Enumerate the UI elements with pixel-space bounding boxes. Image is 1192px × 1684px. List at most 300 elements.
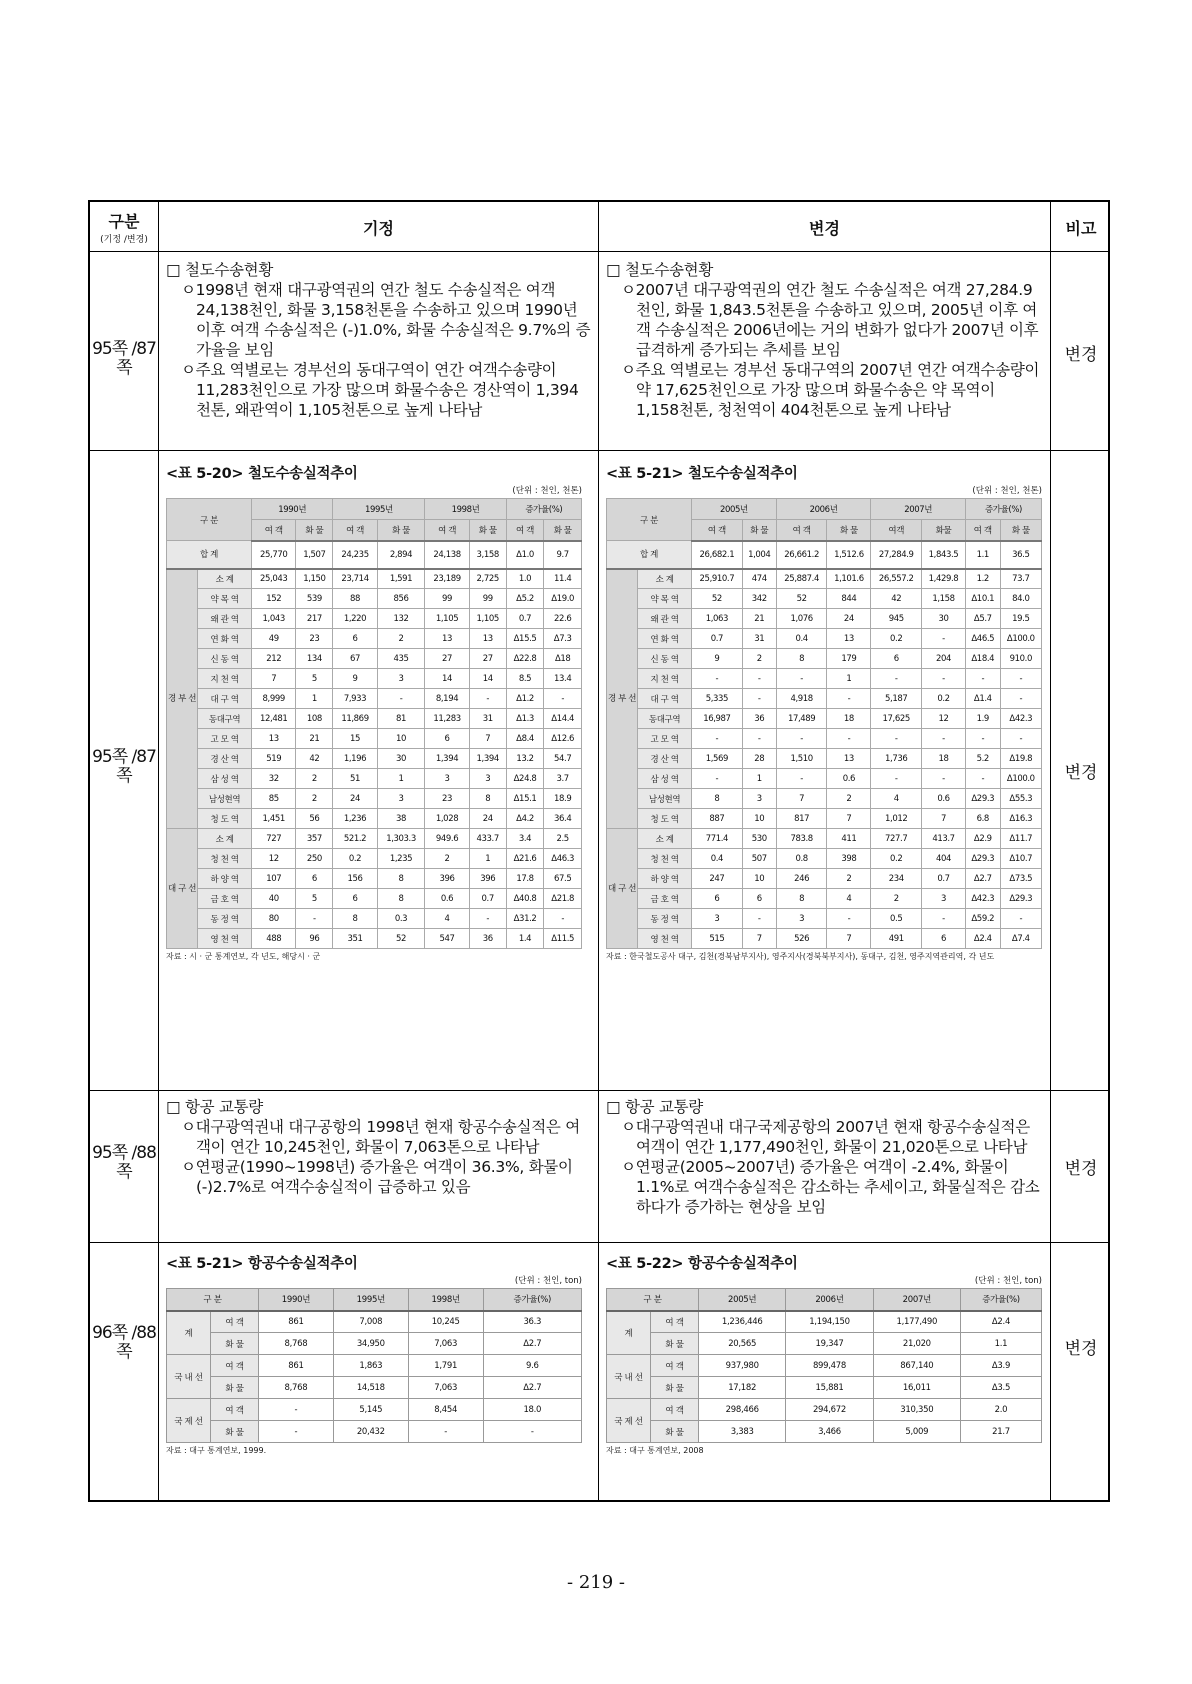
cell-value: 8,194: [425, 689, 469, 709]
cell-value: 0.7: [469, 889, 506, 909]
cell-value: Δ2.7: [965, 869, 1000, 889]
cell-value: -: [408, 1421, 483, 1443]
cell-value: 250: [296, 849, 333, 869]
cell-value: Δ15.5: [506, 629, 544, 649]
cell-value: 899,478: [786, 1355, 873, 1377]
cell-value: 8: [377, 869, 425, 889]
rail-table-before: [166, 464, 582, 962]
cell-value: 1,451: [252, 809, 296, 829]
cell-value: 3.4: [506, 829, 544, 849]
header-cell: 2005년: [699, 1289, 786, 1311]
station-name: 소 계: [198, 829, 252, 849]
rail-table: [606, 498, 1042, 949]
station-name: 동대구역: [198, 709, 252, 729]
station-name: 동 정 역: [638, 909, 692, 929]
cell-value: 2: [871, 889, 922, 909]
cell-value: 36: [469, 929, 506, 949]
cell-value: 21: [296, 729, 333, 749]
cell-value: -: [259, 1421, 334, 1443]
cell-value: 8,454: [408, 1399, 483, 1421]
cell-value: Δ10.7: [1000, 849, 1041, 869]
station-name: 영 천 역: [198, 929, 252, 949]
cell-value: 7: [252, 669, 296, 689]
cell-value: 24: [469, 809, 506, 829]
text-bullet: ㅇ주요 역별로는 경부선 동대구역의 2007년 연간 여객수송량이 약 17,625천인으로 가장 많으며 화물수송은 약 목역이 1,158천톤, 청천역이 404천톤으로 높게 나타남: [621, 361, 1040, 419]
total-label: 합 계: [167, 541, 252, 569]
group-label: 국 제 선: [607, 1399, 651, 1443]
cell-value: 17,182: [699, 1377, 786, 1399]
cell-value: 5: [296, 889, 333, 909]
cell-value: Δ21.6: [506, 849, 544, 869]
row-label: 화 물: [651, 1377, 699, 1399]
cell-value: 910.0: [1000, 649, 1041, 669]
cell-value: Δ11.5: [544, 929, 582, 949]
header-cell: 2005년: [692, 499, 777, 520]
cell-value: 8,999: [252, 689, 296, 709]
text-bullet: ㅇ1998년 현재 대구광역권의 연간 철도 수송실적은 여객 24,138천인, 화물 3,158천톤을 수송하고 있으며 1990년 이후 여객 수송실적은 (-)1.0%, 화물 수송실적은 9.7%의 증가율을 보임: [181, 281, 591, 359]
table-row: [167, 829, 582, 849]
cell-value: 5,009: [873, 1421, 960, 1443]
cell-value: 1,791: [408, 1355, 483, 1377]
cell-value: 26,682.1: [692, 541, 743, 569]
table-row: [167, 889, 582, 909]
cell-value: Δ29.3: [965, 789, 1000, 809]
text-title: □ 항공 교통량: [166, 1098, 263, 1116]
cell-value: Δ55.3: [1000, 789, 1041, 809]
cell-value: 3: [742, 789, 776, 809]
cell-value: 32: [252, 769, 296, 789]
cell-value: 10,245: [408, 1311, 483, 1333]
cell-value: -: [469, 909, 506, 929]
section1-page: 95쪽 /87쪽: [92, 339, 156, 378]
cell-value: -: [544, 689, 582, 709]
header-cell: 여 객: [425, 520, 469, 541]
cell-value: 1,150: [296, 569, 333, 589]
cell-value: Δ100.0: [1000, 769, 1041, 789]
table-row: [607, 629, 1042, 649]
cell-value: Δ7.4: [1000, 929, 1041, 949]
cell-value: 6: [871, 649, 922, 669]
cell-value: 8,768: [259, 1333, 334, 1355]
table-row: [167, 789, 582, 809]
cell-value: 7: [742, 929, 776, 949]
header-cell: 증가율(%): [506, 499, 581, 520]
cell-value: 85: [252, 789, 296, 809]
cell-value: 4,918: [776, 689, 827, 709]
cell-value: Δ1.4: [965, 689, 1000, 709]
cell-value: -: [965, 729, 1000, 749]
total-row: [607, 541, 1042, 569]
total-row: [167, 541, 582, 569]
group-label: 대 구 선: [167, 829, 198, 949]
cell-value: 52: [377, 929, 425, 949]
header-cell: 2006년: [776, 499, 871, 520]
cell-value: -: [776, 769, 827, 789]
cell-value: 1: [827, 669, 871, 689]
cell-value: Δ10.1: [965, 589, 1000, 609]
cell-value: 1,076: [776, 609, 827, 629]
rail-table-after: [606, 464, 1042, 962]
cell-value: 12,481: [252, 709, 296, 729]
station-name: 소 계: [638, 569, 692, 589]
cell-value: 2,725: [469, 569, 506, 589]
cell-value: -: [742, 909, 776, 929]
cell-value: 7,008: [333, 1311, 408, 1333]
cell-value: Δ15.1: [506, 789, 544, 809]
cell-value: 14,518: [333, 1377, 408, 1399]
station-name: 경 산 역: [638, 749, 692, 769]
section1-before-text: [166, 260, 592, 420]
cell-value: 1.1: [960, 1333, 1041, 1355]
air-table: [166, 1288, 582, 1443]
cell-value: 15,881: [786, 1377, 873, 1399]
cell-value: 1.2: [965, 569, 1000, 589]
cell-value: 7: [776, 789, 827, 809]
cell-value: 7: [922, 809, 966, 829]
cell-value: -: [776, 669, 827, 689]
cell-value: 5.2: [965, 749, 1000, 769]
table-row: [167, 589, 582, 609]
cell-value: -: [922, 669, 966, 689]
cell-value: Δ2.4: [965, 929, 1000, 949]
cell-value: 526: [776, 929, 827, 949]
table-title: <표 5-20> 철도수송실적추이: [166, 466, 358, 482]
cell-value: -: [827, 909, 871, 929]
cell-value: 1,512.6: [827, 541, 871, 569]
cell-value: -: [922, 729, 966, 749]
table-row: [167, 1421, 582, 1443]
cell-value: Δ46.3: [544, 849, 582, 869]
cell-value: 0.6: [425, 889, 469, 909]
cell-value: 1,004: [742, 541, 776, 569]
header-cell: 여 객: [776, 520, 827, 541]
cell-value: 12: [922, 709, 966, 729]
cell-value: 2: [377, 629, 425, 649]
cell-value: 1,569: [692, 749, 743, 769]
station-name: 청 도 역: [198, 809, 252, 829]
cell-value: 42: [871, 589, 922, 609]
text-title: □ 항공 교통량: [606, 1098, 703, 1116]
cell-value: 357: [296, 829, 333, 849]
cell-value: 0.6: [922, 789, 966, 809]
table-row: [607, 829, 1042, 849]
cell-value: Δ2.7: [483, 1377, 581, 1399]
header-cell: 증가율(%): [483, 1289, 581, 1311]
station-name: 남성현역: [638, 789, 692, 809]
cell-value: 52: [776, 589, 827, 609]
station-name: 소 계: [198, 569, 252, 589]
station-name: 대 구 역: [198, 689, 252, 709]
cell-value: 18: [922, 749, 966, 769]
table-source: 자료 : 시 · 군 통계연보, 각 년도, 해당시 · 군: [166, 952, 321, 961]
cell-value: Δ5.7: [965, 609, 1000, 629]
cell-value: 19,347: [786, 1333, 873, 1355]
cell-value: 3: [425, 769, 469, 789]
cell-value: Δ3.5: [960, 1377, 1041, 1399]
table-title: <표 5-21> 철도수송실적추이: [606, 466, 798, 482]
text-bullet: ㅇ연평균(2005~2007년) 증가율은 여객이 -2.4%, 화물이 1.1%로 여객수송실적은 감소하는 추세이고, 화물실적은 감소하다가 증가하는 현상을 보임: [621, 1158, 1040, 1216]
cell-value: 6: [425, 729, 469, 749]
table-row: [167, 709, 582, 729]
cell-value: 21.7: [960, 1421, 1041, 1443]
header-cell: 구 분: [167, 499, 252, 541]
cell-value: -: [965, 669, 1000, 689]
header-cell: 화 물: [544, 520, 582, 541]
cell-value: 36.4: [544, 809, 582, 829]
cell-value: Δ22.8: [506, 649, 544, 669]
station-name: 청 도 역: [638, 809, 692, 829]
cell-value: Δ16.3: [1000, 809, 1041, 829]
group-label: 국 내 선: [167, 1355, 211, 1399]
cell-value: -: [259, 1399, 334, 1421]
cell-value: Δ11.7: [1000, 829, 1041, 849]
cell-value: 81: [377, 709, 425, 729]
cell-value: 351: [333, 929, 377, 949]
cell-value: 5,145: [333, 1399, 408, 1421]
cell-value: 234: [871, 869, 922, 889]
header-cell: 화 물: [1000, 520, 1041, 541]
group-label: 국 제 선: [167, 1399, 211, 1443]
header-cell: 화 물: [377, 520, 425, 541]
cell-value: 134: [296, 649, 333, 669]
table-row: [607, 1421, 1042, 1443]
cell-value: -: [922, 629, 966, 649]
header-note: 비고: [1065, 218, 1097, 238]
station-name: 약 목 역: [198, 589, 252, 609]
station-name: 연 화 역: [638, 629, 692, 649]
cell-value: 1,236,446: [699, 1311, 786, 1333]
table-row: [167, 649, 582, 669]
cell-value: 8: [469, 789, 506, 809]
air-table-after: [606, 1254, 1042, 1456]
cell-value: 0.2: [871, 629, 922, 649]
cell-value: 1,235: [377, 849, 425, 869]
cell-value: -: [871, 769, 922, 789]
cell-value: Δ2.7: [483, 1333, 581, 1355]
cell-value: -: [1000, 909, 1041, 929]
table-row: [167, 769, 582, 789]
cell-value: 18.0: [483, 1399, 581, 1421]
cell-value: 23: [296, 629, 333, 649]
cell-value: 7: [469, 729, 506, 749]
header-category-sub: (기정 /변경): [100, 235, 148, 245]
table-source: 자료 : 대구 통계연보, 1999.: [166, 1446, 267, 1455]
row-divider: [90, 1242, 1108, 1243]
group-label: 계: [167, 1311, 211, 1355]
table-title: <표 5-21> 항공수송실적추이: [166, 1256, 358, 1272]
cell-value: -: [742, 729, 776, 749]
cell-value: 13.4: [544, 669, 582, 689]
cell-value: 515: [692, 929, 743, 949]
table-row: [167, 1355, 582, 1377]
cell-value: 727: [252, 829, 296, 849]
table-row: [607, 889, 1042, 909]
cell-value: -: [296, 909, 333, 929]
cell-value: Δ14.4: [544, 709, 582, 729]
cell-value: 1.9: [965, 709, 1000, 729]
cell-value: 36: [742, 709, 776, 729]
air-table: [606, 1288, 1042, 1443]
header-cell: 화 물: [296, 520, 333, 541]
table-row: [607, 749, 1042, 769]
station-name: 동대구역: [638, 709, 692, 729]
header-cell: 2007년: [871, 499, 966, 520]
header-category-label: 구분: [108, 212, 140, 231]
cell-value: 2: [425, 849, 469, 869]
cell-value: 26,557.2: [871, 569, 922, 589]
cell-value: 24,235: [333, 541, 377, 569]
cell-value: 0.2: [871, 849, 922, 869]
station-name: 금 호 역: [198, 889, 252, 909]
cell-value: -: [483, 1421, 581, 1443]
cell-value: 156: [333, 869, 377, 889]
table-unit: (단위 : 천인, ton): [514, 1276, 582, 1286]
cell-value: 25,770: [252, 541, 296, 569]
cell-value: Δ59.2: [965, 909, 1000, 929]
header-cell: 1995년: [333, 499, 425, 520]
cell-value: -: [544, 909, 582, 929]
cell-value: 8: [776, 649, 827, 669]
cell-value: 31: [742, 629, 776, 649]
cell-value: Δ46.5: [965, 629, 1000, 649]
cell-value: 861: [259, 1355, 334, 1377]
cell-value: 16,011: [873, 1377, 960, 1399]
cell-value: 727.7: [871, 829, 922, 849]
section2-page: 95쪽 /87쪽: [92, 747, 156, 786]
page-number: - 219 -: [567, 1572, 625, 1593]
header-cell: 증가율(%): [960, 1289, 1041, 1311]
cell-value: Δ42.3: [1000, 709, 1041, 729]
cell-value: 23,189: [425, 569, 469, 589]
cell-value: -: [1000, 689, 1041, 709]
cell-value: 844: [827, 589, 871, 609]
cell-value: 80: [252, 909, 296, 929]
header-cell: 1990년: [259, 1289, 334, 1311]
station-name: 대 구 역: [638, 689, 692, 709]
cell-value: 6: [333, 889, 377, 909]
cell-value: 1: [377, 769, 425, 789]
cell-value: 2.0: [960, 1399, 1041, 1421]
cell-value: 2: [827, 869, 871, 889]
cell-value: 856: [377, 589, 425, 609]
cell-value: Δ2.4: [960, 1311, 1041, 1333]
cell-value: 411: [827, 829, 871, 849]
station-name: 신 동 역: [198, 649, 252, 669]
table-row: [167, 609, 582, 629]
table-unit: (단위 : 천인, 천톤): [512, 486, 582, 496]
cell-value: 51: [333, 769, 377, 789]
cell-value: 0.7: [922, 869, 966, 889]
cell-value: -: [692, 729, 743, 749]
station-name: 청 천 역: [198, 849, 252, 869]
cell-value: 342: [742, 589, 776, 609]
table-row: [607, 1311, 1042, 1333]
header-cell: 구 분: [607, 1289, 699, 1311]
cell-value: 3,158: [469, 541, 506, 569]
cell-value: 519: [252, 749, 296, 769]
station-name: 하 양 역: [198, 869, 252, 889]
cell-value: 0.4: [692, 849, 743, 869]
station-name: 영 천 역: [638, 929, 692, 949]
text-bullet: ㅇ2007년 대구광역권의 연간 철도 수송실적은 여객 27,284.9천인, 화물 1,843.5천톤을 수송하고 있으며, 2005년 이후 여객 수송실적은 2006년에는 거의 변화가 없다가 2007년 이후 급격하게 증가되는 추세를 보임: [621, 281, 1039, 359]
cell-value: 20,565: [699, 1333, 786, 1355]
table-row: [167, 1311, 582, 1333]
cell-value: 0.4: [776, 629, 827, 649]
cell-value: 99: [425, 589, 469, 609]
cell-value: 8.5: [506, 669, 544, 689]
cell-value: 8: [333, 909, 377, 929]
cell-value: 6: [692, 889, 743, 909]
section3-after-text: [606, 1097, 1042, 1217]
table-source: 자료 : 대구 통계연보, 2008: [606, 1446, 704, 1455]
cell-value: 16,987: [692, 709, 743, 729]
section1-note: 변경: [1064, 345, 1098, 365]
row-divider: [90, 450, 1108, 451]
station-name: 청 천 역: [638, 849, 692, 869]
cell-value: 34,950: [333, 1333, 408, 1355]
header-cell: 여 객: [333, 520, 377, 541]
cell-value: 2: [742, 649, 776, 669]
cell-value: Δ31.2: [506, 909, 544, 929]
cell-value: 42: [296, 749, 333, 769]
air-table-before: [166, 1254, 582, 1456]
table-row: [607, 809, 1042, 829]
cell-value: -: [965, 769, 1000, 789]
table-row: [167, 729, 582, 749]
header-cell: 화물: [922, 520, 966, 541]
station-name: 신 동 역: [638, 649, 692, 669]
cell-value: 27: [469, 649, 506, 669]
cell-value: 9.6: [483, 1355, 581, 1377]
header-cell: 여 객: [692, 520, 743, 541]
cell-value: 217: [296, 609, 333, 629]
cell-value: 1,028: [425, 809, 469, 829]
cell-value: 36.5: [1000, 541, 1041, 569]
group-label: 대 구 선: [607, 829, 638, 949]
cell-value: 1,303.3: [377, 829, 425, 849]
cell-value: 36.3: [483, 1311, 581, 1333]
cell-value: Δ29.3: [965, 849, 1000, 869]
cell-value: Δ19.0: [544, 589, 582, 609]
cell-value: 13.2: [506, 749, 544, 769]
cell-value: Δ19.8: [1000, 749, 1041, 769]
table-row: [167, 749, 582, 769]
cell-value: 52: [692, 589, 743, 609]
cell-value: 1,105: [425, 609, 469, 629]
cell-value: -: [692, 769, 743, 789]
cell-value: 491: [871, 929, 922, 949]
cell-value: 771.4: [692, 829, 743, 849]
table-row: [607, 1377, 1042, 1399]
cell-value: 1,843.5: [922, 541, 966, 569]
cell-value: 6: [296, 869, 333, 889]
station-name: 금 호 역: [638, 889, 692, 909]
header-cell: 여 객: [252, 520, 296, 541]
row-label: 화 물: [651, 1421, 699, 1443]
cell-value: 246: [776, 869, 827, 889]
cell-value: 18: [827, 709, 871, 729]
cell-value: -: [827, 689, 871, 709]
cell-value: 14: [425, 669, 469, 689]
section1-after-text: [606, 260, 1042, 420]
cell-value: 13: [827, 629, 871, 649]
cell-value: 3: [776, 909, 827, 929]
cell-value: 2,894: [377, 541, 425, 569]
cell-value: 937,980: [699, 1355, 786, 1377]
table-row: [167, 909, 582, 929]
cell-value: 9.7: [544, 541, 582, 569]
header-cell: 여 객: [506, 520, 544, 541]
